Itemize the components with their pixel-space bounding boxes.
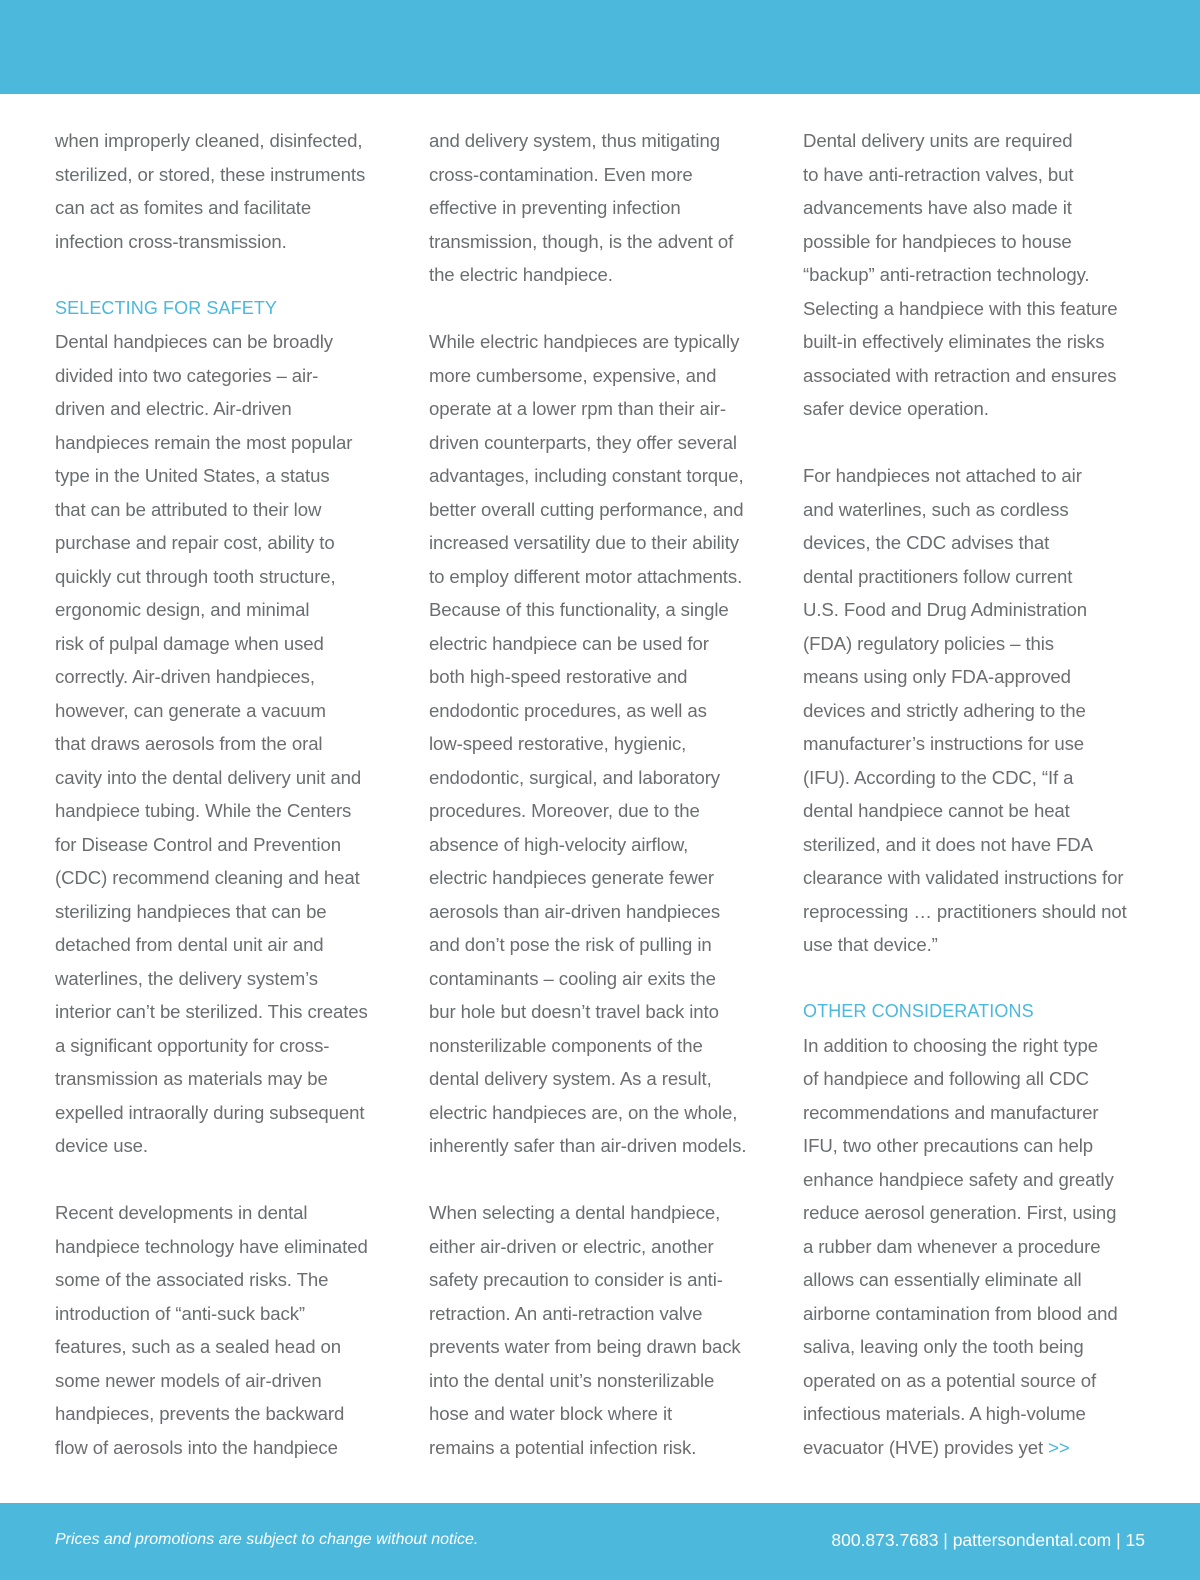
col1-paragraph-2: Dental handpieces can be broadly divided into two categories – air- driven and electric. Air-driven handpieces remain the most popular type in the United States, a status that can be attributed to their low purchase and repair cost, ability to quickly cut through tooth structure, ergonomic design, and minimal risk of pulpal damage when used correctly. Air-driven handpieces, however, can generate a vacuum that draws aerosols from the oral cavity into the dental delivery unit and handpiece tubing. While the Centers for Disease Control and Prevention (CDC) recommend cleaning and heat sterilizing handpieces that can be detached from dental unit air and waterlines, the delivery system’s interior can’t be sterilized. This creates a significant opportunity for cross- transmission as materials may be expelled intraorally during subsequent device use. (55, 331, 368, 1156)
column-2 (429, 124, 771, 1464)
col2-paragraph-2: While electric handpieces are typically more cumbersome, expensive, and operate at a lower rpm than their air- driven counterparts, they offer several advantages, including constant torque, better overall cutting performance, and increased versatility due to their ability to employ different motor attachments. Because of this functionality, a single electric handpiece can be used for both high-speed restorative and endodontic procedures, as well as low-speed restorative, hygienic, endodontic, surgical, and laboratory procedures. Moreover, due to the absence of high-velocity airflow, electric handpieces generate fewer aerosols than air-driven handpieces and don’t pose the risk of pulling in contaminants – cooling air exits the bur hole but doesn’t travel back into nonsterilizable components of the dental delivery system. As a result, electric handpieces are, on the whole, inherently safer than air-driven models. (429, 331, 747, 1156)
footer-disclaimer: Prices and promotions are subject to change without notice. (55, 1531, 479, 1548)
col3-paragraph-3 (803, 1029, 1145, 1465)
footer-band (0, 1503, 1200, 1580)
footer-contact: 800.873.7683 | pattersondental.com | 15 (831, 1530, 1145, 1550)
col3-paragraph-1: Dental delivery units are required to have anti-retraction valves, but advancements have also made it possible for handpieces to house “backup” anti-retraction technology. Selecting a handpiece with this feature built-in effectively eliminates the risks associated with retraction and ensures safer device operation. (803, 130, 1118, 419)
header-band (0, 0, 1200, 94)
col2-paragraph-1: and delivery system, thus mitigating cross-contamination. Even more effective in preventing infection transmission, though, is the advent of the electric handpiece. (429, 130, 734, 285)
col3-paragraph-2: For handpieces not attached to air and waterlines, such as cordless devices, the CDC advises that dental practitioners follow current U.S. Food and Drug Administration (FDA) regulatory policies – this means using only FDA-approved devices and strictly adhering to the manufacturer’s instructions for use (IFU). According to the CDC, “If a dental handpiece cannot be heat sterilized, and it does not have FDA clearance with validated instructions for reprocessing … practitioners should not use that device.” (803, 465, 1127, 955)
article-columns (55, 124, 1145, 1464)
col2-paragraph-3: When selecting a dental handpiece, either air-driven or electric, another safety precaution to consider is anti- retraction. An anti-retraction valve prevents water from being drawn back into the dental unit’s nonsterilizable hose and water block where it remains a potential infection risk. (429, 1202, 741, 1458)
col1-paragraph-1: when improperly cleaned, disinfected, sterilized, or stored, these instruments can act as fomites and facilitate infection cross-transmission. (55, 130, 366, 252)
column-3 (803, 124, 1145, 1464)
col1-paragraph-3: Recent developments in dental handpiece technology have eliminated some of the associated risks. The introduction of “anti-suck back” features, such as a sealed head on some newer models of air-driven handpieces, prevents the backward flow of aerosols into the handpiece (55, 1202, 368, 1458)
column-1 (55, 124, 397, 1464)
section-heading-selecting-for-safety: SELECTING FOR SAFETY (55, 297, 278, 318)
continue-marker[interactable]: >> (1048, 1436, 1070, 1458)
section-heading-other-considerations: OTHER CONSIDERATIONS (803, 1001, 1034, 1021)
col3-paragraph-3-text: In addition to choosing the right type of handpiece and following all CDC recommendations and manufacturer IFU, two other precautions can help enhance handpiece safety and greatly reduce aerosol generation. First, using a rubber dam whenever a procedure allows can essentially eliminate all airborne contamination from blood and saliva, leaving only the tooth being operated on as a potential source of infectious materials. A high-volume evacuator (HVE) provides yet (803, 1034, 1118, 1458)
